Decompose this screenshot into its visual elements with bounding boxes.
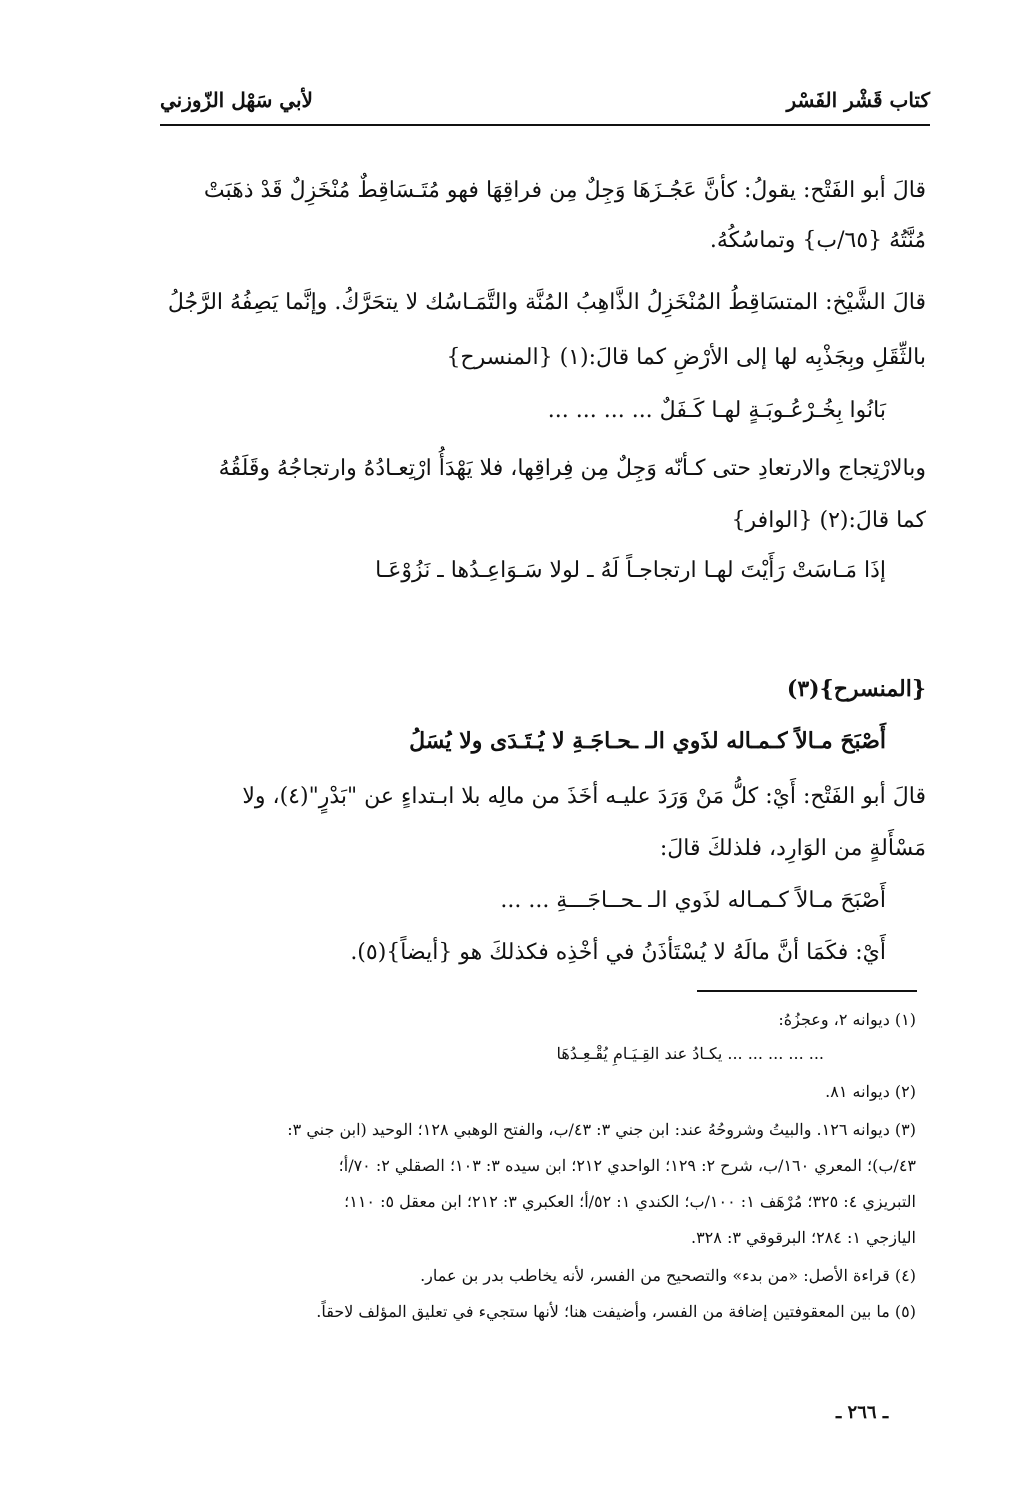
text-line: قالَ أبو الفَتْح: يقولُ: كأنَّ عَجُـزَهَا وَجِلٌ مِن فراقِهَا فهو مُتَـسَاقِطٌ مُنْخَزِلٌ قَدْ ذهَبَتْ bbox=[203, 178, 926, 203]
text-line: مَسْأَلةٍ من الوَارِد، فلذلكَ قالَ: bbox=[659, 836, 926, 861]
footnote: (١) ديوانه ٢، وعجزُهُ: bbox=[778, 1010, 916, 1029]
verse-line: بَانُوا بِخُـرْعُـوبَـةٍ لهـا كَـفَلٌ ... ... ... ... bbox=[547, 398, 886, 423]
text-line: قالَ الشَّيْخ: المتسَاقِطُ المُنْخَزِلُ الذَّاهِبُ المُنَّة والتَّمَـاسُك لا يتحَرَّكُ. وإنَّما يَصِفُهُ الرَّجُلُ bbox=[167, 290, 926, 315]
text-line: أَيْ: فكَمَا أنَّ مالَهُ لا يُسْتَأذَنُ في أخْذِه فكذلكَ هو {أيضاً}(٥). bbox=[350, 940, 886, 965]
footnote: (٥) ما بين المعقوفتين إضافة من الفسر، وأضيفت هنا؛ لأنها ستجيء في تعليق المؤلف لاحقاً. bbox=[316, 1302, 916, 1321]
footnote: اليازجي ١: ٢٨٤؛ البرقوقي ٣: ٣٢٨. bbox=[690, 1228, 916, 1247]
text-line: قالَ أبو الفَتْح: أَيْ: كلُّ مَنْ وَرَدَ عليـه أخَذَ من مالِه بلا ابـتداءٍ عن "بَدْرٍ"(٤)، ولا bbox=[242, 784, 926, 809]
footnote-verse: ... ... ... ... ... يكـادُ عند القِـيَـامِ يُقْـعِـدُهَا bbox=[556, 1044, 824, 1063]
text-line: كما قالَ:(٢) {الوافر} bbox=[731, 508, 926, 533]
text-line: بالثِّقَلِ وبِجَذْبِه لها إلى الأرْضِ كما قالَ:(١) {المنسرح} bbox=[446, 345, 926, 370]
footnote: (٢) ديوانه ٨١. bbox=[825, 1082, 916, 1101]
header-rule bbox=[160, 124, 930, 126]
verse-line: أَصْبَحَ مـالاً كـمـاله لذَوي الـ ـحـاجَـةِ لا يُـتَـدَى ولا يُسَلُ bbox=[409, 728, 886, 754]
footnote-rule bbox=[697, 990, 917, 992]
header-book-title: كتاب قَشْر الفَسْر bbox=[786, 88, 930, 112]
footnote: (٣) ديوانه ١٢٦. والبيتُ وشروحُهُ عند: ابن جني ٣: ٤٣/ب، والفتح الوهبي ١٢٨؛ الوحيد (ابن جني ٣: bbox=[287, 1120, 916, 1139]
footnote: ٤٣/ب)؛ المعري ١٦٠/ب، شرح ٢: ١٢٩؛ الواحدي ٢١٢؛ ابن سيده ٣: ١٠٣؛ الصقلي ٢: ٧٠/أ؛ bbox=[338, 1156, 916, 1175]
footnote: (٤) قراءة الأصل: «من بدء» والتصحيح من الفسر، لأنه يخاطب بدر بن عمار. bbox=[420, 1266, 916, 1285]
verse-line: إذَا مَـاسَتْ رَأَيْتَ لهـا ارتجاجـاً لَهُ ـ لولا سَـوَاعِـدُها ـ نَزُوْعَـا bbox=[375, 558, 886, 583]
header-author: لأبي سَهْل الزّوزني bbox=[160, 88, 313, 112]
text-line: وبالارْتِجاج والارتعادِ حتى كـأنّه وَجِلٌ مِن فِراقِها، فلا يَهْدَأُ ارْتِعـادُهُ وارتجاجُهُ وقَلَقُهُ bbox=[218, 456, 926, 481]
verse-line: أَصْبَحَ مـالاً كـمـاله لذَوي الـ ـحــاجَـــةِ ... ... bbox=[500, 888, 886, 913]
footnote: التبريزي ٤: ٣٢٥؛ مُرْهَف ١: ١٠٠/ب؛ الكندي ١: ٥٢/أ؛ العكبري ٣: ٢١٢؛ ابن معقل ٥: ١١٠؛ bbox=[344, 1192, 916, 1211]
running-header bbox=[160, 88, 930, 128]
page-number: ـ ٢٦٦ ـ bbox=[836, 1402, 889, 1423]
meter-label: {المنسرح}(٣) bbox=[786, 676, 926, 702]
text-line: مُنَّتُهُ {٦٥/ب} وتماسُكُهُ. bbox=[709, 228, 926, 253]
